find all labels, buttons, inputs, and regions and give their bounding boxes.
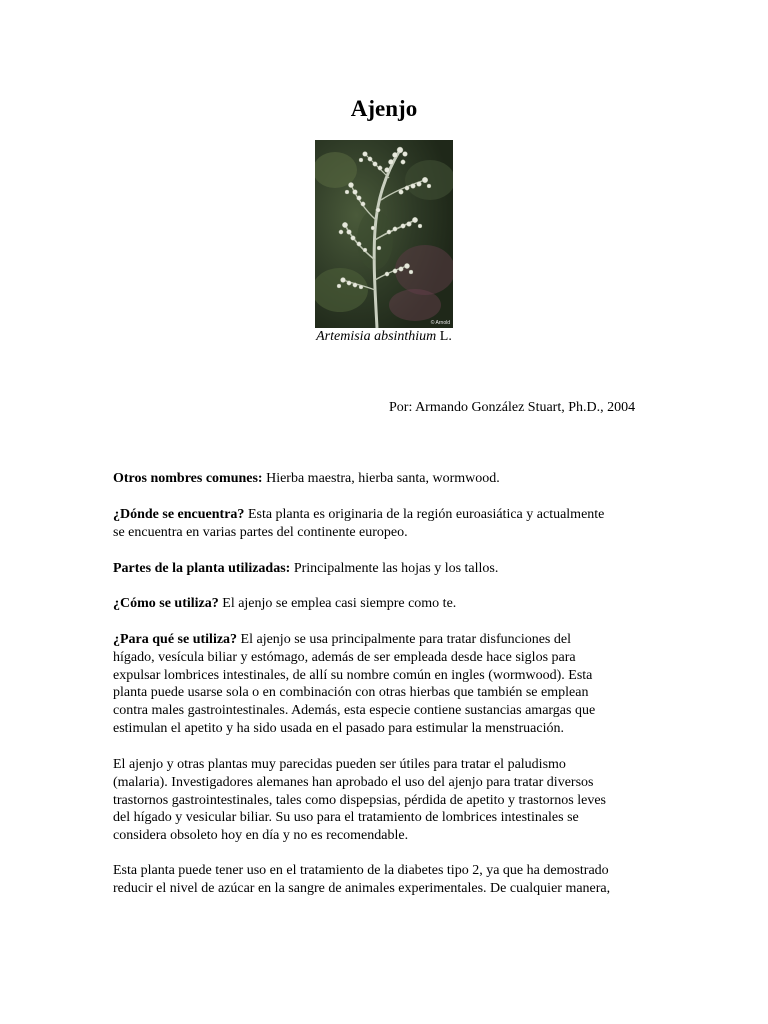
section-text: (malaria). Investigadores alemanes han aprobado el uso del ajenjo para tratar diversos — [113, 774, 594, 790]
section-label: ¿Para qué se utiliza? — [113, 632, 238, 647]
section-label: ¿Dónde se encuentra? — [113, 507, 245, 522]
section-text: contra males gastrointestinales. Además, esta especie contiene sustancias amargas que — [113, 703, 596, 719]
section-text: estimulan el apetito y ha sido usada en el pasado para estimular la menstruación. — [113, 720, 564, 736]
section-text: considera obsoleto hoy en día y no es recomendable. — [113, 828, 409, 844]
image-caption — [0, 328, 768, 345]
page-title: Ajenjo — [350, 96, 418, 121]
species-author: L. — [436, 329, 452, 344]
section-text: Esta planta puede tener uso en el tratamiento de la diabetes tipo 2, ya que ha demostrado — [113, 863, 609, 878]
section-text: expulsar lombrices intestinales, de allí su nombre común en ingles (wormwood). Esta — [113, 667, 593, 683]
photo-credit: © Arnold — [430, 320, 450, 326]
section-text: del hígado y vesicular biliar. Su uso para el tratamiento de lombrices intestinales se — [113, 810, 579, 826]
byline: Por: Armando González Stuart, Ph.D., 2004 — [389, 400, 636, 415]
wormwood-plant-photo — [315, 140, 453, 328]
section-label: Otros nombres comunes: — [113, 471, 263, 486]
section-text: se encuentra en varias partes del continente europeo. — [113, 524, 408, 540]
section-text: planta puede usarse sola o en combinación con otras hierbas que también se emplean — [113, 685, 589, 701]
section-para-que — [113, 631, 658, 738]
section-label: Partes de la planta utilizadas: — [113, 561, 291, 576]
section-text: Principalmente las hojas y los tallos. — [290, 561, 499, 576]
section-label: ¿Cómo se utiliza? — [113, 596, 219, 611]
section-text: Hierba maestra, hierba santa, wormwood. — [262, 471, 500, 486]
section-diabetes — [113, 862, 658, 898]
section-text: El ajenjo se emplea casi siempre como te. — [218, 596, 457, 611]
plant-illustration — [315, 140, 453, 328]
section-text: El ajenjo y otras plantas muy parecidas pueden ser útiles para tratar el paludismo — [113, 757, 566, 772]
section-paludismo — [113, 756, 658, 845]
section-text: hígado, vesícula biliar y estómago, además de ser empleada desde hace siglos para — [113, 649, 576, 665]
section-text: trastornos gastrointestinales, tales como dispepsias, pérdida de apetito y trastornos leves — [113, 792, 606, 808]
section-text: reducir el nivel de azúcar en la sangre de animales experimentales. De cualquier manera, — [113, 880, 611, 896]
section-text: El ajenjo se usa principalmente para tratar disfunciones del — [237, 632, 571, 647]
section-partes — [113, 560, 658, 578]
section-como — [113, 595, 658, 613]
section-text: Esta planta es originaria de la región euroasiática y actualmente — [244, 507, 605, 522]
section-otros-nombres — [113, 470, 658, 488]
section-donde — [113, 506, 658, 542]
species-name: Artemisia absinthium — [316, 329, 437, 344]
